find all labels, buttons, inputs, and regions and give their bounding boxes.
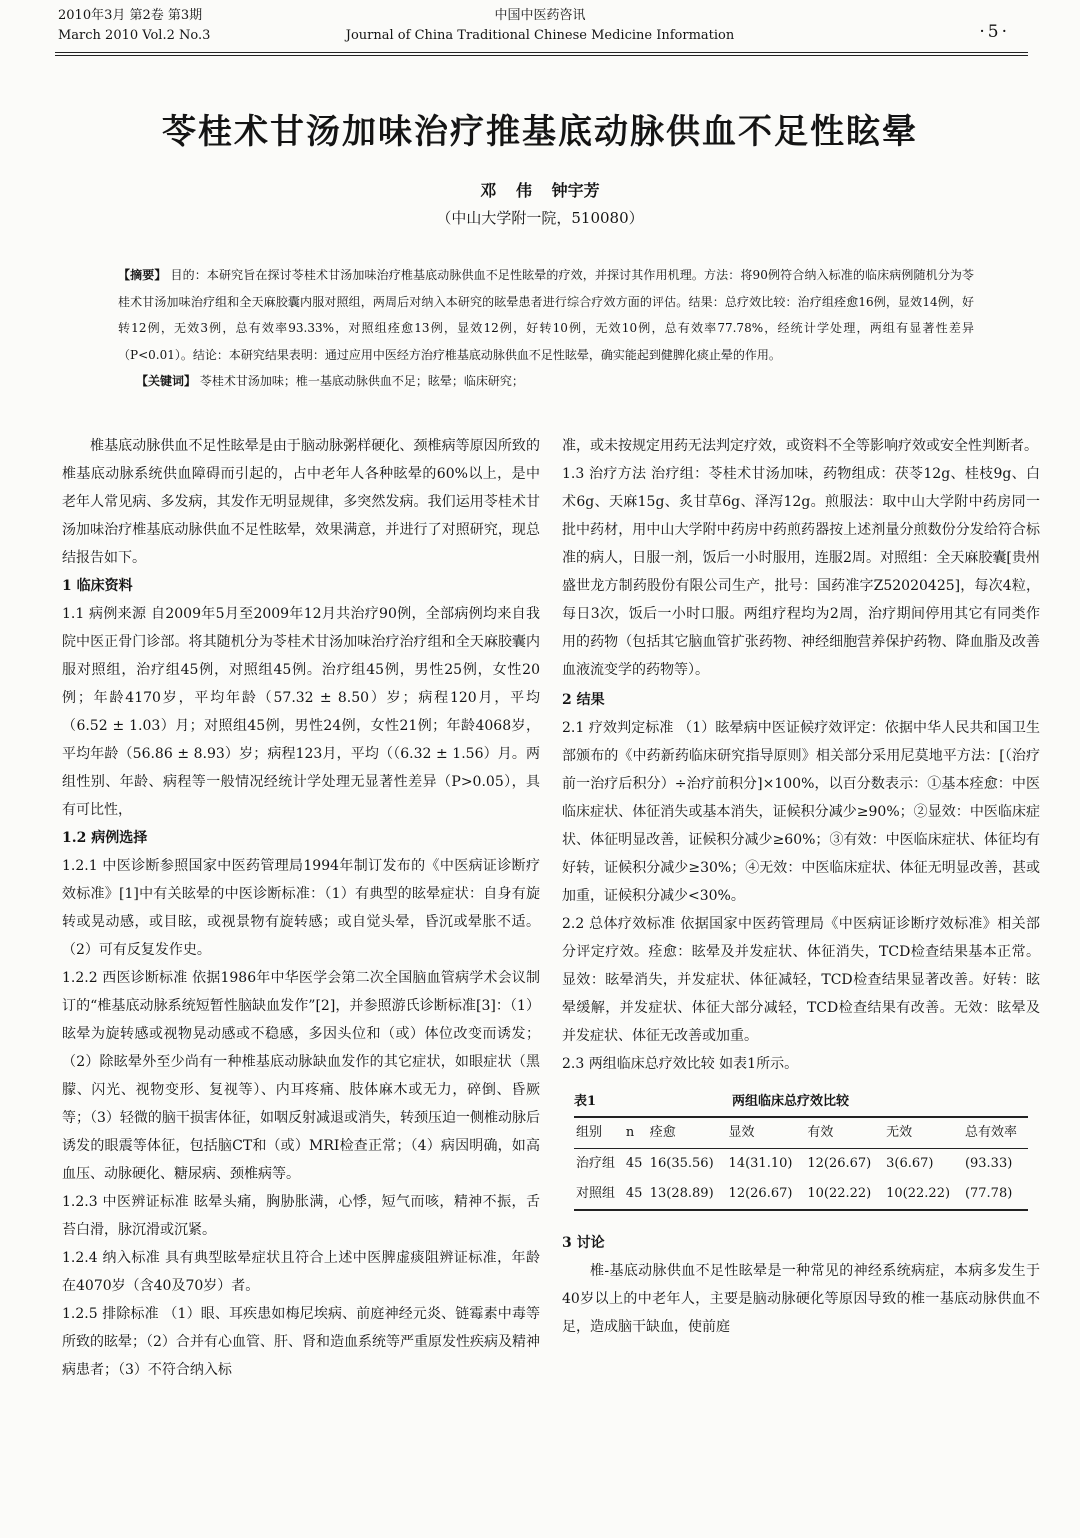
table-cell: 13(28.89) [649,1186,714,1201]
table-cell: 12(26.67) [728,1186,793,1201]
table-row [574,1149,1028,1180]
table-cell: 14(31.10) [728,1156,793,1171]
table-cell: (77.78) [964,1186,1013,1201]
col-header: 痊愈 [649,1125,676,1140]
paragraph-1-2-5: 1.2.5 排除标准 （1）眼、耳疾患如梅尼埃病、前庭神经元炎、链霉素中毒等所致的眩晕；（2）合并有心血管、肝、肾和造血系统等严重原发性疾病及精神病患者；（3）不符合纳入标 [62,1306,540,1378]
issue-line-cn: 2010年3月 第2卷 第3期 [58,8,203,23]
results-table-block [562,1088,1040,1211]
table-cell: 3(6.67) [886,1156,934,1171]
paragraph-1-2-1: 1.2.1 中医诊断参照国家中医药管理局1994年制订发布的《中医病证诊断疗效标准》[1]中有关眩晕的中医诊断标准：（1）有典型的眩晕症状：自身有旋转或晃动感，或目眩，或视景物有旋转感；或自觉头晕，昏沉或晕胀不适。（2）可有反复发作史。 [62,858,540,958]
results-table [574,1116,1028,1211]
table-cell: 治疗组 [576,1156,616,1171]
paragraph-2-3: 2.3 两组临床总疗效比较 如表1所示。 [562,1056,799,1072]
table-cell: 10(22.22) [886,1186,951,1201]
table-cell: 45 [625,1186,643,1201]
section-heading-1-2: 1.2 病例选择 [62,830,148,846]
table-row [574,1179,1028,1210]
paragraph-2-2: 2.2 总体疗效标准 依据国家中医药管理局《中医病证诊断疗效标准》相关部分评定疗效。痊愈：眩晕及并发症状、体征消失，TCD检查结果基本正常。显效：眩晕消失，并发症状、体征减轻，TCD检查结果显著改善。好转：眩晕缓解，并发症状、体征大部分减轻，TCD检查结果有改善。无效：眩晕及并发症状、体征无改善或加重。 [562,916,1040,1044]
table-number: 表1 [574,1094,597,1109]
paragraph-1-1: 1.1 病例来源 自2009年5月至2009年12月共治疗90例，全部病例均来自我院中医正骨门诊部。将其随机分为苓桂术甘汤加味治疗治疗组和全天麻胶囊内服对照组，治疗组45例，对照组45例。治疗组45例，男性25例，女性20例；年龄4170岁，平均年龄（57.32 ± 8.50）岁；病程120月，平均（6.52 ± 1.03）月；对照组45例，男性24例，女性21例；年龄4068岁，平均年龄（56.86 ± 8.93）岁；病程123月，平均（（6.32 ± 1.56）月。两组性别、年龄、病程等一般情况经统计学处理无显著性差异（P>0.05），具有可比性， [62,606,540,818]
col-header: 有效 [807,1125,834,1140]
table-cell: 12(26.67) [807,1156,872,1171]
table-cell: 45 [625,1156,643,1171]
table-cell: 对照组 [576,1186,616,1201]
abstract-text: 目的：本研究旨在探讨苓桂术甘汤加味治疗椎基底动脉供血不足性眩晕的疗效，并探讨其作用机理。方法：将90例符合纳入标准的临床病例随机分为苓桂术甘汤加味治疗组和全天麻胶囊内服对照组，两周后对纳入本研究的眩晕患者进行综合疗效方面的评估。结果：总疗效比较：治疗组痊愈16例，显效14例，好转12例，无效3例，总有效率93.33%，对照组痊愈13例，显效12例，好转10例，无效10例，总有效率77.78%，经统计学处理，两组有显著性差异（P<0.01）。结论：本研究结果表明：通过应用中医经方治疗椎基底动脉供血不足性眩晕，确实能起到健脾化痰止晕的作用。 [118,268,974,362]
paper-title: 苓桂术甘汤加味治疗推基底动脉供血不足性眩晕 [162,112,918,152]
abstract-label: 【摘要】 [118,268,167,282]
section-heading-3: 3 讨论 [562,1235,605,1251]
paragraph-1-3: 1.3 治疗方法 治疗组：苓桂术甘汤加味，药物组成：茯苓12g、桂枝9g、白术6g、天麻15g、炙甘草6g、泽泻12g。煎服法：取中山大学附中药房同一批中药材，用中山大学附中药房中药煎药器按上述剂量分煎数份分发给符合标准的病人，日服一剂，饭后一小时服用，连服2周。对照组：全天麻胶囊[贵州盛世龙方制药股份有限公司生产，批号：国药准字Z52020425]，每次4粒，每日3次，饭后一小时口服。两组疗程均为2周，治疗期间停用其它有同类作用的药物（包括其它脑血管扩张药物、神经细胞营养保护药物、降血脂及改善血液流变学的药物等）。 [562,466,1040,678]
section-heading-2: 2 结果 [562,692,605,708]
paragraph-1-2-5-cont: 准，或未按规定用药无法判定疗效，或资料不全等影响疗效或安全性判断者。 [562,438,1038,454]
table-cell: (93.33) [964,1156,1013,1171]
paragraph-1-2-4: 1.2.4 纳入标准 具有典型眩晕症状且符合上述中医脾虚痰阻辨证标准，年龄在4070岁（含40及70岁）者。 [62,1250,540,1294]
journal-date-volume [58,6,210,46]
col-header: 组别 [576,1125,603,1140]
authors: 邓 伟 钟宇芳 [480,181,600,200]
paragraph-1-2-3: 1.2.3 中医辨证标准 眩晕头痛，胸胁胀满，心悸，短气而咳，精神不振，舌苔白滑，脉沉滑或沉紧。 [62,1194,540,1238]
journal-name-en: Journal of China Traditional Chinese Medicine Information [345,28,735,43]
paragraph-3: 椎-基底动脉供血不足性眩晕是一种常见的神经系统病症，本病多发生于40岁以上的中老年人，主要是脑动脉硬化等原因导致的椎一基底动脉供血不足，造成脑干缺血，使前庭 [562,1263,1040,1335]
table-caption [574,1088,1028,1116]
header-rule [55,52,1028,56]
left-column [62,432,540,1384]
journal-name-cn: 中国中医药咨讯 [494,8,586,23]
col-header: n [625,1125,635,1140]
abstract [118,262,974,395]
table-header-row [574,1117,1028,1149]
keywords-text: 苓桂术甘汤加味；椎一基底动脉供血不足；眩晕；临床研究； [199,374,524,388]
affiliation: （中山大学附一院，510080） [436,209,644,227]
keywords [118,368,974,395]
col-header: 无效 [886,1125,913,1140]
paragraph-1-2-2: 1.2.2 西医诊断标准 依据1986年中华医学会第二次全国脑血管病学术会议制订的“椎基底动脉系统短暂性脑缺血发作”[2]，并参照游氏诊断标准[3]：（1）眩晕为旋转感或视物晃动感或不稳感，多因头位和（或）体位改变而诱发；（2）除眩晕外至少尚有一种椎基底动脉缺血发作的其它症状，如眼症状（黑朦、闪光、视物变形、复视等）、内耳疼痛、肢体麻木或无力，碎倒、昏厥等；（3）轻微的脑干损害体征，如咽反射减退或消失，转颈压迫一侧椎动脉后诱发的眼震等体征，包括脑CT和（或）MRI检查正常；（4）病因明确，如高血压、动脉硬化、糖尿病、颈椎病等。 [62,970,540,1182]
right-column [562,432,1040,1341]
table-cell: 16(35.56) [649,1156,714,1171]
journal-name [300,6,780,46]
section-heading-1: 1 临床资料 [62,578,133,594]
keywords-label: 【关键词】 [142,374,197,388]
col-header: 总有效率 [964,1125,1017,1140]
table-cell: 10(22.22) [807,1186,872,1201]
paragraph-2-1: 2.1 疗效判定标准 （1）眩晕病中医证候疗效评定：依据中华人民共和国卫生部颁布的《中药新药临床研究指导原则》相关部分采用尼莫地平方法：[（治疗前一治疗后积分）÷治疗前积分]×100%，以百分数表示：①基本痊愈：中医临床症状、体征消失或基本消失，证候积分减少≥90%；②显效：中医临床症状、体征明显改善，证候积分减少≥60%；③有效：中医临床症状、体征均有好转，证候积分减少≥30%；④无效：中医临床症状、体征无明显改善，甚或加重，证候积分减少<30%。 [562,720,1040,904]
table-title: 两组临床总疗效比较 [732,1094,850,1109]
issue-line-en: March 2010 Vol.2 No.3 [58,28,211,43]
abstract-body [118,262,974,368]
page-number: ·5· [979,22,1010,42]
intro-paragraph: 椎基底动脉供血不足性眩晕是由于脑动脉粥样硬化、颈椎病等原因所致的椎基底动脉系统供血障碍而引起的，占中老年人各种眩晕的60%以上，是中老年人常见病、多发病，其发作无明显规律，多突然发病。我们运用苓桂术甘汤加味治疗椎基底动脉供血不足性眩晕，效果满意，并进行了对照研究，现总结报告如下。 [62,438,540,566]
col-header: 显效 [728,1125,755,1140]
